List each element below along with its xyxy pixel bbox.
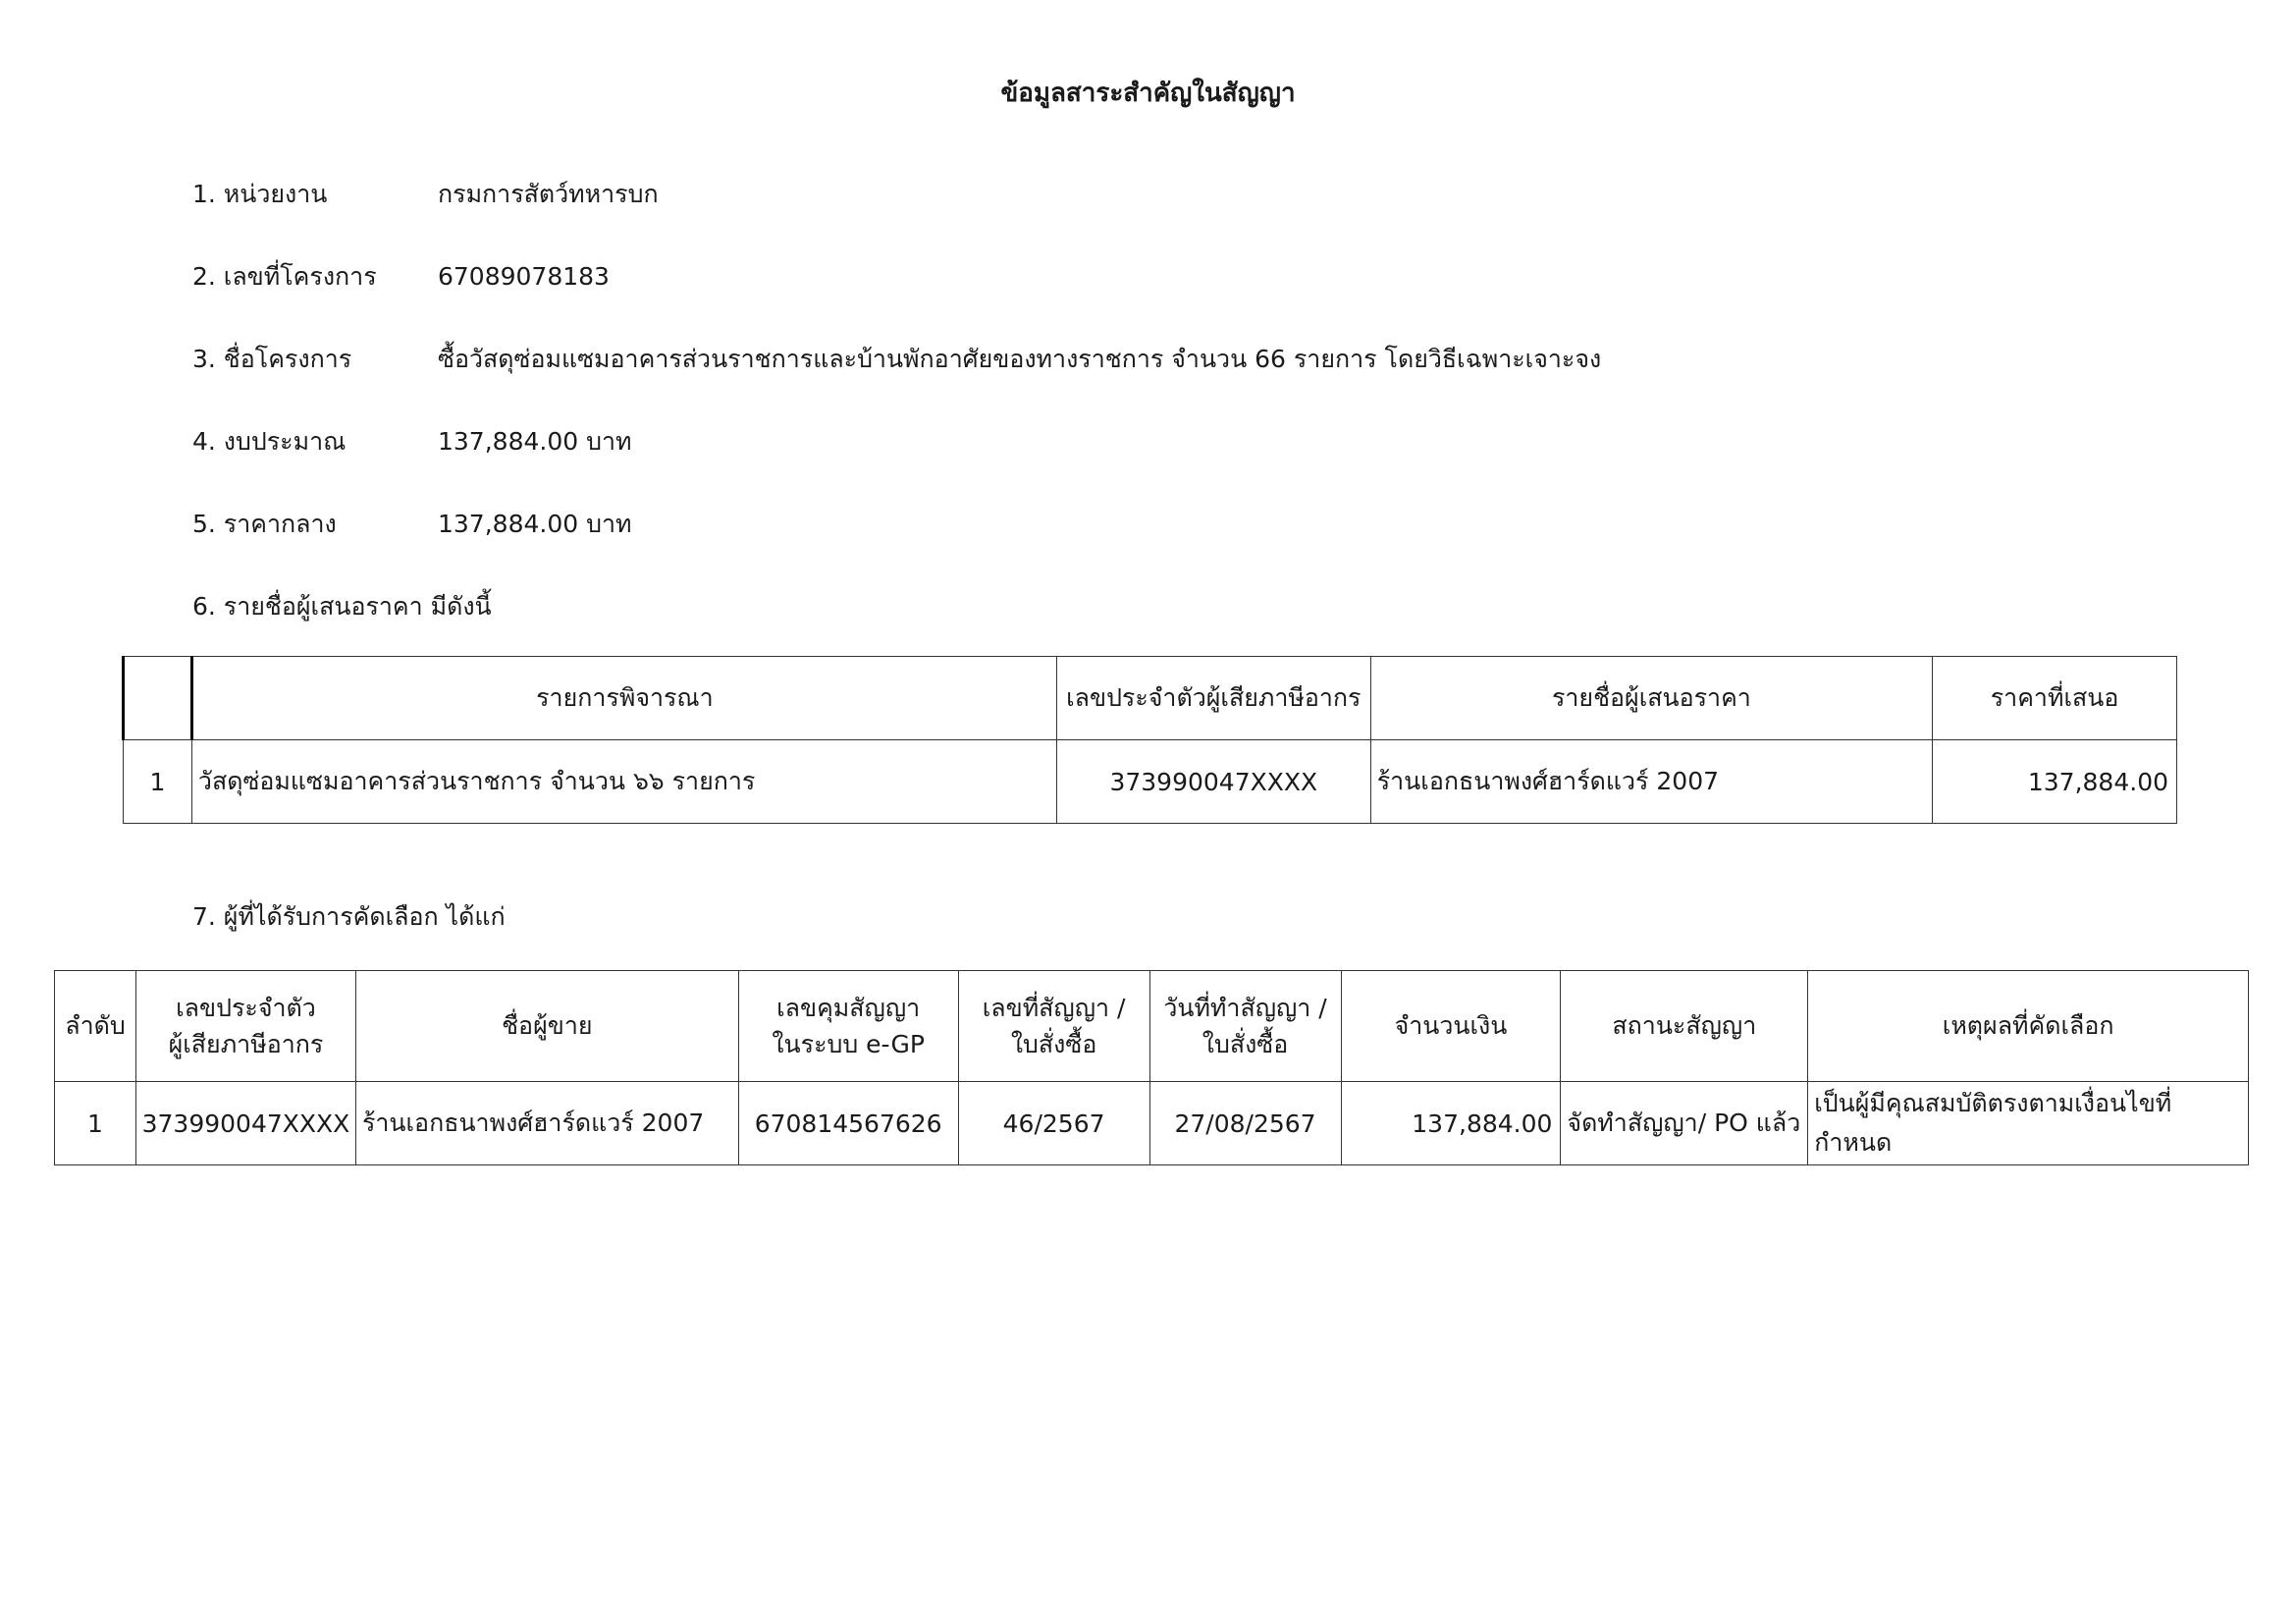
table-header-cell: [1149, 971, 1341, 1082]
table-cell: 46/2567: [958, 1082, 1149, 1165]
item-agency: [192, 175, 659, 214]
header-line: ในระบบ e-GP: [772, 1030, 925, 1058]
table-header-row: [55, 971, 2249, 1082]
table-cell: ร้านเอกธนาพงศ์ฮาร์ดแวร์ 2007: [1370, 740, 1932, 824]
table-header-cell: [55, 971, 136, 1082]
table-row: [124, 740, 2177, 824]
header-line: ใบสั่งซื้อ: [1010, 1030, 1097, 1058]
section-7-heading: 7. ผู้ที่ได้รับการคัดเลือก ได้แก่: [192, 902, 506, 931]
table-header-cell: เลขประจำตัวผู้เสียภาษีอากร: [1056, 657, 1370, 740]
table-cell: วัสดุซ่อมแซมอาคารส่วนราชการ จำนวน ๖๖ รายการ: [191, 740, 1056, 824]
item-project-number: [192, 257, 610, 297]
bidders-table: [122, 656, 2177, 824]
header-line: ผู้เสียภาษีอากร: [168, 1030, 324, 1058]
item-label: 4. งบประมาณ: [192, 427, 347, 456]
table-header-cell: ราคาที่เสนอ: [1933, 657, 2177, 740]
header-line: สถานะสัญญา: [1612, 1011, 1757, 1041]
item-median-price: [192, 505, 631, 544]
selected-vendor-table: [54, 970, 2249, 1165]
table-header-cell: [1561, 971, 1808, 1082]
table-cell: 670814567626: [738, 1082, 958, 1165]
item-value: ซื้อวัสดุซ่อมแซมอาคารส่วนราชการและบ้านพักอาศัยของทางราชการ จำนวน 66 รายการ โดยวิธีเฉพาะเจาะจง: [438, 345, 1602, 373]
document-title: ข้อมูลสาระสำคัญในสัญญา: [1000, 79, 1296, 108]
header-line: ใบสั่งซื้อ: [1201, 1030, 1289, 1058]
table-cell: 1: [55, 1082, 136, 1165]
item-value: 137,884.00 บาท: [438, 510, 632, 538]
table-header-row: [124, 657, 2177, 740]
table-cell: ร้านเอกธนาพงศ์ฮาร์ดแวร์ 2007: [355, 1082, 738, 1165]
table-header-cell: [738, 971, 958, 1082]
header-line: เลขที่สัญญา /: [982, 993, 1126, 1022]
header-line: จำนวนเงิน: [1394, 1011, 1508, 1041]
header-line: เลขประจำตัว: [176, 993, 316, 1022]
header-line: ชื่อผู้ขาย: [502, 1011, 593, 1041]
header-line: เหตุผลที่คัดเลือก: [1942, 1011, 2114, 1041]
item-value: กรมการสัตว์ทหารบก: [438, 180, 659, 208]
header-line: เลขคุมสัญญา: [776, 993, 921, 1022]
table-header-cell: [124, 657, 192, 740]
table-header-cell: [1808, 971, 2249, 1082]
table-header-cell: รายการพิจารณา: [191, 657, 1056, 740]
item-label: 1. หน่วยงาน: [192, 180, 328, 208]
item-value: 67089078183: [438, 262, 610, 291]
table-header-cell: [1341, 971, 1561, 1082]
table-cell: 27/08/2567: [1149, 1082, 1341, 1165]
table-cell: 373990047XXXX: [1056, 740, 1370, 824]
item-project-name: [192, 340, 1601, 379]
table-cell: 373990047XXXX: [135, 1082, 355, 1165]
table-header-cell: [355, 971, 738, 1082]
item-label: 2. เลขที่โครงการ: [192, 262, 377, 291]
table-cell: 1: [124, 740, 192, 824]
table-cell: 137,884.00: [1341, 1082, 1561, 1165]
item-value: 137,884.00 บาท: [438, 427, 632, 456]
table-cell: เป็นผู้มีคุณสมบัติตรงตามเงื่อนไขที่กำหนด: [1808, 1082, 2249, 1165]
item-label: 5. ราคากลาง: [192, 510, 337, 538]
table-header-cell: [958, 971, 1149, 1082]
item-label: 3. ชื่อโครงการ: [192, 345, 352, 373]
section-6-heading: 6. รายชื่อผู้เสนอราคา มีดังนี้: [192, 592, 492, 621]
item-budget: [192, 422, 631, 461]
table-header-cell: [135, 971, 355, 1082]
table-header-cell: รายชื่อผู้เสนอราคา: [1370, 657, 1932, 740]
header-line: ลำดับ: [65, 1011, 126, 1041]
table-cell: จัดทำสัญญา/ PO แล้ว: [1561, 1082, 1808, 1165]
header-line: วันที่ทำสัญญา /: [1163, 993, 1327, 1022]
table-cell: 137,884.00: [1933, 740, 2177, 824]
table-row: [55, 1082, 2249, 1165]
